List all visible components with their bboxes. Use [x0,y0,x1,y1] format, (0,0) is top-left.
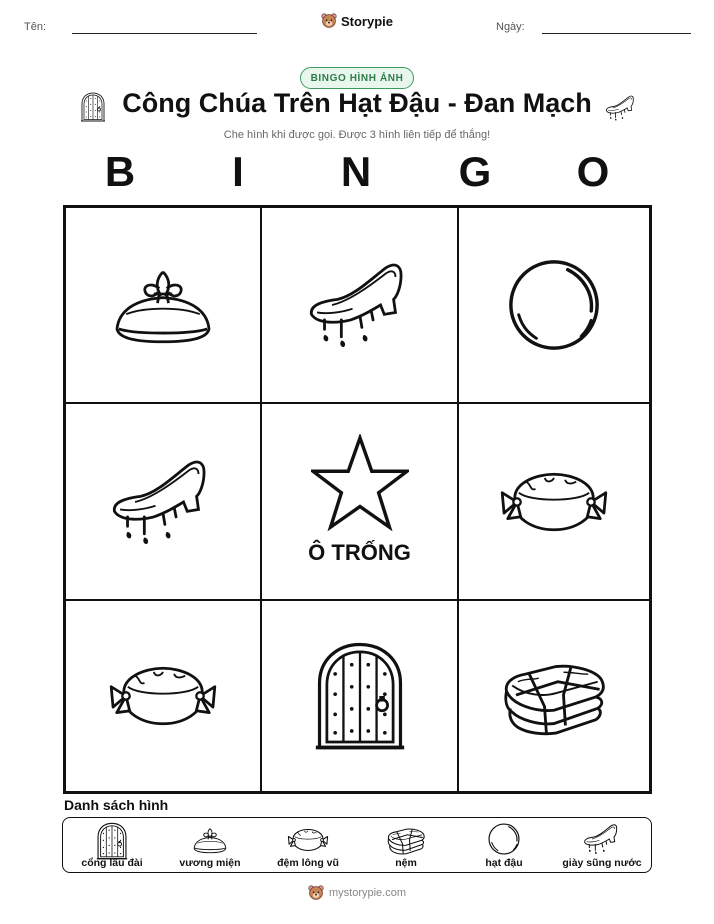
pea-icon [505,256,603,354]
list-item-label: giày sũng nước [562,857,642,869]
picture-list [62,817,652,873]
name-label: Tên: [24,21,47,33]
bingo-cell[interactable] [66,208,262,404]
footer-site[interactable]: mystorypie.com [328,887,407,899]
brand-name: Storypie [340,13,393,29]
feather-cushion-icon [107,659,219,733]
bingo-letter-n: N [340,148,372,195]
bingo-letter-o: O [576,148,610,195]
bingo-letter-i: I [232,148,244,195]
list-item [161,818,259,874]
instructions: Che hình khi được gọi. Được 3 hình liên tiếp để thắng! [223,129,491,141]
mattress-stack-icon [385,824,427,856]
list-item [63,818,161,874]
list-item-label: hạt đậu [485,857,523,869]
bingo-letter-b: B [104,148,136,195]
bingo-cell[interactable] [262,208,459,404]
bear-icon [308,885,324,901]
crown-icon [191,824,229,856]
category-badge: BINGO HÌNH ẢNH [300,67,414,89]
feather-cushion-icon [287,826,329,854]
bingo-cell[interactable] [262,601,459,791]
list-item-label: đệm lông vũ [277,857,339,869]
picture-list-title: Danh sách hình [64,797,169,813]
bingo-cell-free[interactable] [262,404,459,601]
bingo-cell[interactable] [459,404,649,601]
castle-door-icon [314,640,406,752]
glass-slipper-icon [582,822,622,856]
list-item-label: vương miện [179,857,241,869]
star-icon [308,434,412,532]
castle-door-icon [95,822,129,860]
name-line[interactable] [72,33,257,34]
list-item-label: cổng lâu đài [81,857,143,869]
list-item [455,818,553,874]
bear-icon [321,13,337,29]
date-line[interactable] [542,33,691,34]
brand-logo [0,13,714,29]
bingo-cell[interactable] [459,601,649,791]
footer [0,885,714,901]
bingo-grid [63,205,652,794]
glass-slipper-icon [107,455,219,549]
bingo-letter-g: G [458,148,492,195]
list-item-label: nệm [395,857,417,869]
date-label: Ngày: [496,21,525,33]
page-title: Công Chúa Trên Hạt Đậu - Đan Mạch [122,88,592,118]
feather-cushion-icon [498,465,610,539]
pea-icon [487,822,521,856]
mattress-stack-icon [497,653,611,739]
list-item [259,818,357,874]
free-space-label: Ô TRỐNG [308,540,411,565]
glass-slipper-icon [304,258,416,352]
bingo-cell[interactable] [459,208,649,404]
crown-icon [107,259,219,351]
list-item [553,818,651,874]
bingo-cell[interactable] [66,404,262,601]
list-item [357,818,455,874]
glass-slipper-icon [604,94,638,122]
bingo-cell[interactable] [66,601,262,791]
